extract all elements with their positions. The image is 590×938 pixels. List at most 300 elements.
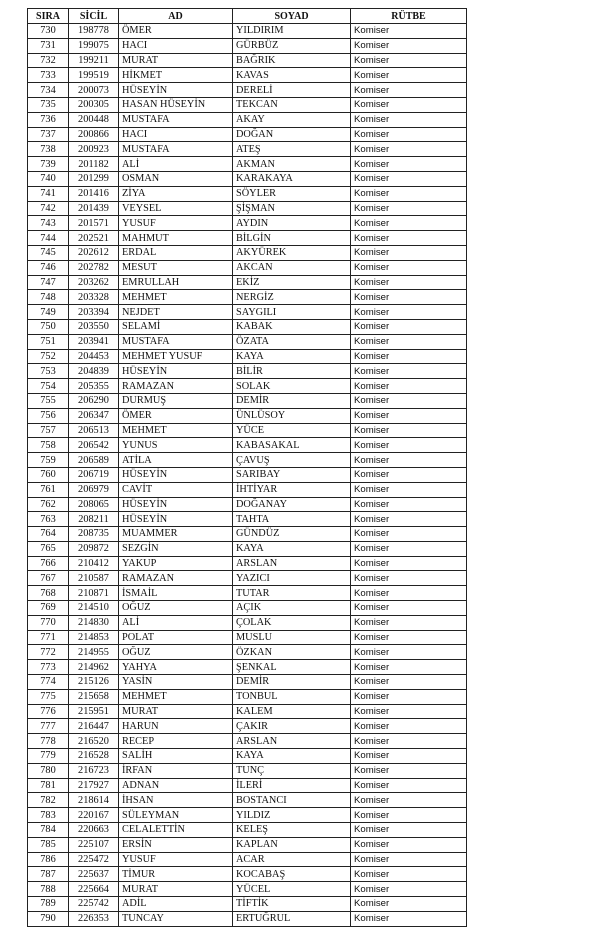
- cell-sira: 778: [28, 734, 69, 749]
- cell-sira: 739: [28, 157, 69, 172]
- cell-soyad: NERGİZ: [233, 290, 351, 305]
- cell-sicil: 200448: [69, 112, 119, 127]
- cell-sicil: 214962: [69, 660, 119, 675]
- cell-sira: 752: [28, 349, 69, 364]
- cell-sira: 781: [28, 778, 69, 793]
- cell-rutbe: Komiser: [351, 704, 467, 719]
- cell-rutbe: Komiser: [351, 689, 467, 704]
- cell-sicil: 208211: [69, 512, 119, 527]
- cell-soyad: DEMİR: [233, 393, 351, 408]
- cell-sira: 756: [28, 408, 69, 423]
- cell-soyad: KAYA: [233, 541, 351, 556]
- table-row: [28, 290, 467, 305]
- cell-sicil: 206589: [69, 453, 119, 468]
- cell-ad: MEHMET: [119, 689, 233, 704]
- cell-sicil: 203394: [69, 305, 119, 320]
- cell-sicil: 225472: [69, 852, 119, 867]
- cell-sira: 758: [28, 438, 69, 453]
- cell-rutbe: Komiser: [351, 837, 467, 852]
- cell-ad: YUSUF: [119, 852, 233, 867]
- cell-rutbe: Komiser: [351, 216, 467, 231]
- cell-ad: MURAT: [119, 53, 233, 68]
- cell-soyad: ARSLAN: [233, 556, 351, 571]
- table-row: [28, 127, 467, 142]
- cell-soyad: ACAR: [233, 852, 351, 867]
- cell-ad: CELALETTİN: [119, 823, 233, 838]
- cell-ad: İRFAN: [119, 763, 233, 778]
- cell-rutbe: Komiser: [351, 615, 467, 630]
- cell-ad: ZİYA: [119, 186, 233, 201]
- table-row: [28, 453, 467, 468]
- cell-sira: 789: [28, 897, 69, 912]
- table-row: [28, 852, 467, 867]
- cell-ad: VEYSEL: [119, 201, 233, 216]
- cell-sira: 763: [28, 512, 69, 527]
- cell-sira: 777: [28, 719, 69, 734]
- cell-rutbe: Komiser: [351, 808, 467, 823]
- cell-sicil: 206347: [69, 408, 119, 423]
- cell-rutbe: Komiser: [351, 112, 467, 127]
- cell-soyad: KARAKAYA: [233, 171, 351, 186]
- cell-sira: 759: [28, 453, 69, 468]
- cell-ad: MAHMUT: [119, 231, 233, 246]
- table-row: [28, 393, 467, 408]
- cell-soyad: DOĞANAY: [233, 497, 351, 512]
- cell-ad: MURAT: [119, 882, 233, 897]
- cell-ad: HACI: [119, 38, 233, 53]
- table-row: [28, 660, 467, 675]
- header-rutbe: RÜTBE: [351, 9, 467, 24]
- table-row: [28, 53, 467, 68]
- cell-ad: MURAT: [119, 704, 233, 719]
- cell-ad: ATİLA: [119, 453, 233, 468]
- cell-soyad: YÜCE: [233, 423, 351, 438]
- cell-sira: 767: [28, 571, 69, 586]
- cell-ad: TİMUR: [119, 867, 233, 882]
- cell-rutbe: Komiser: [351, 364, 467, 379]
- cell-ad: RECEP: [119, 734, 233, 749]
- cell-sicil: 217927: [69, 778, 119, 793]
- cell-sicil: 216447: [69, 719, 119, 734]
- cell-sira: 774: [28, 675, 69, 690]
- cell-ad: HACI: [119, 127, 233, 142]
- cell-ad: YAHYA: [119, 660, 233, 675]
- cell-rutbe: Komiser: [351, 127, 467, 142]
- cell-soyad: BOSTANCI: [233, 793, 351, 808]
- cell-rutbe: Komiser: [351, 586, 467, 601]
- cell-ad: HÜSEYİN: [119, 364, 233, 379]
- cell-ad: MUSTAFA: [119, 334, 233, 349]
- cell-sira: 746: [28, 260, 69, 275]
- cell-rutbe: Komiser: [351, 408, 467, 423]
- cell-sira: 772: [28, 645, 69, 660]
- cell-ad: YUNUS: [119, 438, 233, 453]
- cell-sira: 762: [28, 497, 69, 512]
- cell-ad: RAMAZAN: [119, 571, 233, 586]
- table-row: [28, 763, 467, 778]
- cell-rutbe: Komiser: [351, 793, 467, 808]
- table-row: [28, 157, 467, 172]
- table-row: [28, 216, 467, 231]
- cell-sira: 776: [28, 704, 69, 719]
- cell-soyad: ERTUĞRUL: [233, 911, 351, 926]
- cell-soyad: KALEM: [233, 704, 351, 719]
- table-row: [28, 793, 467, 808]
- cell-ad: CAVİT: [119, 482, 233, 497]
- header-soyad: SOYAD: [233, 9, 351, 24]
- personnel-table: [27, 8, 467, 927]
- table-row: [28, 379, 467, 394]
- cell-ad: ÖMER: [119, 408, 233, 423]
- cell-sira: 749: [28, 305, 69, 320]
- cell-rutbe: Komiser: [351, 882, 467, 897]
- cell-soyad: ŞENKAL: [233, 660, 351, 675]
- table-row: [28, 24, 467, 39]
- cell-sira: 787: [28, 867, 69, 882]
- cell-sicil: 199519: [69, 68, 119, 83]
- cell-soyad: DEMİR: [233, 675, 351, 690]
- cell-soyad: TAHTA: [233, 512, 351, 527]
- cell-soyad: AYDIN: [233, 216, 351, 231]
- table-row: [28, 837, 467, 852]
- cell-soyad: TUNÇ: [233, 763, 351, 778]
- cell-soyad: KABAK: [233, 319, 351, 334]
- cell-rutbe: Komiser: [351, 157, 467, 172]
- cell-soyad: BAĞRIK: [233, 53, 351, 68]
- table-row: [28, 734, 467, 749]
- cell-sira: 740: [28, 171, 69, 186]
- cell-sicil: 202612: [69, 245, 119, 260]
- cell-sira: 741: [28, 186, 69, 201]
- cell-soyad: ÇAVUŞ: [233, 453, 351, 468]
- cell-rutbe: Komiser: [351, 512, 467, 527]
- cell-soyad: KAYA: [233, 349, 351, 364]
- cell-sicil: 206979: [69, 482, 119, 497]
- cell-ad: HİKMET: [119, 68, 233, 83]
- table-row: [28, 68, 467, 83]
- table-row: [28, 689, 467, 704]
- table-row: [28, 83, 467, 98]
- cell-sicil: 210587: [69, 571, 119, 586]
- cell-ad: ÖMER: [119, 24, 233, 39]
- cell-rutbe: Komiser: [351, 438, 467, 453]
- cell-rutbe: Komiser: [351, 867, 467, 882]
- table-body: [28, 24, 467, 927]
- table-row: [28, 808, 467, 823]
- table-row: [28, 601, 467, 616]
- cell-sicil: 198778: [69, 24, 119, 39]
- cell-sira: 747: [28, 275, 69, 290]
- cell-rutbe: Komiser: [351, 245, 467, 260]
- cell-sira: 732: [28, 53, 69, 68]
- cell-sicil: 215951: [69, 704, 119, 719]
- cell-ad: TUNCAY: [119, 911, 233, 926]
- cell-sicil: 216723: [69, 763, 119, 778]
- cell-sicil: 201182: [69, 157, 119, 172]
- cell-rutbe: Komiser: [351, 660, 467, 675]
- cell-ad: SÜLEYMAN: [119, 808, 233, 823]
- cell-ad: İSMAİL: [119, 586, 233, 601]
- cell-soyad: TONBUL: [233, 689, 351, 704]
- cell-soyad: AKCAN: [233, 260, 351, 275]
- table-row: [28, 749, 467, 764]
- cell-ad: ERDAL: [119, 245, 233, 260]
- cell-sira: 754: [28, 379, 69, 394]
- cell-sicil: 206290: [69, 393, 119, 408]
- cell-sira: 735: [28, 97, 69, 112]
- cell-rutbe: Komiser: [351, 201, 467, 216]
- cell-sicil: 225664: [69, 882, 119, 897]
- cell-soyad: EKİZ: [233, 275, 351, 290]
- cell-sicil: 201416: [69, 186, 119, 201]
- cell-rutbe: Komiser: [351, 97, 467, 112]
- table-row: [28, 630, 467, 645]
- table-row: [28, 186, 467, 201]
- table-row: [28, 112, 467, 127]
- cell-sicil: 205355: [69, 379, 119, 394]
- cell-rutbe: Komiser: [351, 275, 467, 290]
- table-row: [28, 171, 467, 186]
- cell-soyad: KOCABAŞ: [233, 867, 351, 882]
- table-header-row: [28, 9, 467, 24]
- cell-sira: 751: [28, 334, 69, 349]
- table-row: [28, 334, 467, 349]
- cell-rutbe: Komiser: [351, 83, 467, 98]
- cell-rutbe: Komiser: [351, 823, 467, 838]
- cell-soyad: TİFTİK: [233, 897, 351, 912]
- cell-soyad: YAZICI: [233, 571, 351, 586]
- table-row: [28, 201, 467, 216]
- table-row: [28, 719, 467, 734]
- cell-sira: 750: [28, 319, 69, 334]
- cell-ad: ALİ: [119, 615, 233, 630]
- cell-soyad: BİLİR: [233, 364, 351, 379]
- cell-sicil: 226353: [69, 911, 119, 926]
- table-row: [28, 867, 467, 882]
- cell-ad: MEHMET: [119, 290, 233, 305]
- cell-rutbe: Komiser: [351, 290, 467, 305]
- cell-ad: NEJDET: [119, 305, 233, 320]
- cell-ad: HASAN HÜSEYİN: [119, 97, 233, 112]
- cell-rutbe: Komiser: [351, 763, 467, 778]
- cell-sicil: 214955: [69, 645, 119, 660]
- cell-soyad: MUSLU: [233, 630, 351, 645]
- cell-ad: SALİH: [119, 749, 233, 764]
- cell-sira: 761: [28, 482, 69, 497]
- table-row: [28, 571, 467, 586]
- cell-sira: 737: [28, 127, 69, 142]
- cell-soyad: ÇOLAK: [233, 615, 351, 630]
- cell-ad: ERSİN: [119, 837, 233, 852]
- cell-soyad: DOĞAN: [233, 127, 351, 142]
- cell-sira: 765: [28, 541, 69, 556]
- cell-sicil: 206542: [69, 438, 119, 453]
- cell-sira: 779: [28, 749, 69, 764]
- cell-sicil: 210412: [69, 556, 119, 571]
- table-row: [28, 704, 467, 719]
- cell-soyad: DERELİ: [233, 83, 351, 98]
- cell-rutbe: Komiser: [351, 379, 467, 394]
- header-sira: SIRA: [28, 9, 69, 24]
- cell-sira: 743: [28, 216, 69, 231]
- cell-ad: ALİ: [119, 157, 233, 172]
- cell-sira: 784: [28, 823, 69, 838]
- cell-soyad: KAVAS: [233, 68, 351, 83]
- cell-rutbe: Komiser: [351, 571, 467, 586]
- cell-sicil: 200073: [69, 83, 119, 98]
- cell-ad: EMRULLAH: [119, 275, 233, 290]
- table-row: [28, 349, 467, 364]
- cell-sicil: 220663: [69, 823, 119, 838]
- cell-soyad: ÜNLÜSOY: [233, 408, 351, 423]
- cell-rutbe: Komiser: [351, 675, 467, 690]
- cell-soyad: BİLGİN: [233, 231, 351, 246]
- cell-sicil: 203550: [69, 319, 119, 334]
- cell-rutbe: Komiser: [351, 260, 467, 275]
- cell-sira: 757: [28, 423, 69, 438]
- table-row: [28, 275, 467, 290]
- cell-sicil: 209872: [69, 541, 119, 556]
- table-row: [28, 527, 467, 542]
- table-row: [28, 260, 467, 275]
- cell-sira: 733: [28, 68, 69, 83]
- cell-rutbe: Komiser: [351, 749, 467, 764]
- table-row: [28, 675, 467, 690]
- cell-sira: 738: [28, 142, 69, 157]
- table-row: [28, 231, 467, 246]
- cell-rutbe: Komiser: [351, 911, 467, 926]
- cell-ad: HÜSEYİN: [119, 83, 233, 98]
- cell-sira: 736: [28, 112, 69, 127]
- cell-sicil: 208735: [69, 527, 119, 542]
- cell-rutbe: Komiser: [351, 423, 467, 438]
- table-row: [28, 778, 467, 793]
- cell-sicil: 215126: [69, 675, 119, 690]
- cell-sira: 731: [28, 38, 69, 53]
- cell-ad: RAMAZAN: [119, 379, 233, 394]
- table-row: [28, 897, 467, 912]
- cell-sicil: 225107: [69, 837, 119, 852]
- cell-ad: İHSAN: [119, 793, 233, 808]
- cell-ad: OĞUZ: [119, 601, 233, 616]
- cell-sicil: 203262: [69, 275, 119, 290]
- cell-sicil: 201571: [69, 216, 119, 231]
- table-row: [28, 423, 467, 438]
- cell-ad: YAKUP: [119, 556, 233, 571]
- cell-sicil: 225637: [69, 867, 119, 882]
- cell-sira: 769: [28, 601, 69, 616]
- cell-rutbe: Komiser: [351, 334, 467, 349]
- cell-sira: 788: [28, 882, 69, 897]
- cell-sira: 786: [28, 852, 69, 867]
- cell-rutbe: Komiser: [351, 171, 467, 186]
- cell-soyad: ÇAKIR: [233, 719, 351, 734]
- cell-sira: 771: [28, 630, 69, 645]
- cell-sira: 773: [28, 660, 69, 675]
- cell-ad: MESUT: [119, 260, 233, 275]
- cell-soyad: SÖYLER: [233, 186, 351, 201]
- cell-soyad: GÜNDÜZ: [233, 527, 351, 542]
- cell-soyad: AKMAN: [233, 157, 351, 172]
- cell-ad: MUSTAFA: [119, 112, 233, 127]
- cell-sicil: 199075: [69, 38, 119, 53]
- cell-ad: HARUN: [119, 719, 233, 734]
- cell-ad: POLAT: [119, 630, 233, 645]
- cell-soyad: ÖZATA: [233, 334, 351, 349]
- cell-soyad: ÖZKAN: [233, 645, 351, 660]
- cell-sira: 770: [28, 615, 69, 630]
- cell-sicil: 201439: [69, 201, 119, 216]
- table-row: [28, 645, 467, 660]
- cell-ad: MEHMET: [119, 423, 233, 438]
- cell-rutbe: Komiser: [351, 497, 467, 512]
- cell-sicil: 202782: [69, 260, 119, 275]
- cell-rutbe: Komiser: [351, 186, 467, 201]
- cell-ad: HÜSEYİN: [119, 467, 233, 482]
- cell-sira: 790: [28, 911, 69, 926]
- cell-sicil: 200866: [69, 127, 119, 142]
- cell-sicil: 203328: [69, 290, 119, 305]
- table-row: [28, 38, 467, 53]
- cell-rutbe: Komiser: [351, 778, 467, 793]
- cell-sicil: 214830: [69, 615, 119, 630]
- table-row: [28, 305, 467, 320]
- cell-ad: MUAMMER: [119, 527, 233, 542]
- cell-rutbe: Komiser: [351, 734, 467, 749]
- cell-ad: YUSUF: [119, 216, 233, 231]
- cell-sicil: 225742: [69, 897, 119, 912]
- cell-soyad: TEKCAN: [233, 97, 351, 112]
- cell-soyad: ARSLAN: [233, 734, 351, 749]
- cell-soyad: İLERİ: [233, 778, 351, 793]
- cell-soyad: AÇIK: [233, 601, 351, 616]
- cell-rutbe: Komiser: [351, 24, 467, 39]
- cell-sicil: 204453: [69, 349, 119, 364]
- cell-sira: 782: [28, 793, 69, 808]
- cell-soyad: AKAY: [233, 112, 351, 127]
- table-row: [28, 556, 467, 571]
- cell-sicil: 216520: [69, 734, 119, 749]
- table-row: [28, 823, 467, 838]
- cell-sicil: 203941: [69, 334, 119, 349]
- table-row: [28, 438, 467, 453]
- cell-sicil: 214510: [69, 601, 119, 616]
- cell-sicil: 220167: [69, 808, 119, 823]
- cell-rutbe: Komiser: [351, 852, 467, 867]
- cell-ad: YASİN: [119, 675, 233, 690]
- table-row: [28, 467, 467, 482]
- cell-sicil: 216528: [69, 749, 119, 764]
- cell-rutbe: Komiser: [351, 541, 467, 556]
- cell-sira: 753: [28, 364, 69, 379]
- cell-rutbe: Komiser: [351, 38, 467, 53]
- cell-sira: 760: [28, 467, 69, 482]
- cell-soyad: KAPLAN: [233, 837, 351, 852]
- cell-soyad: KELEŞ: [233, 823, 351, 838]
- cell-soyad: SAYGILI: [233, 305, 351, 320]
- header-sicil: SİCİL: [69, 9, 119, 24]
- cell-soyad: KABASAKAL: [233, 438, 351, 453]
- cell-sicil: 206513: [69, 423, 119, 438]
- cell-soyad: SARIBAY: [233, 467, 351, 482]
- cell-sira: 730: [28, 24, 69, 39]
- table-row: [28, 911, 467, 926]
- table-row: [28, 245, 467, 260]
- header-ad: AD: [119, 9, 233, 24]
- table-row: [28, 615, 467, 630]
- cell-rutbe: Komiser: [351, 231, 467, 246]
- cell-sira: 766: [28, 556, 69, 571]
